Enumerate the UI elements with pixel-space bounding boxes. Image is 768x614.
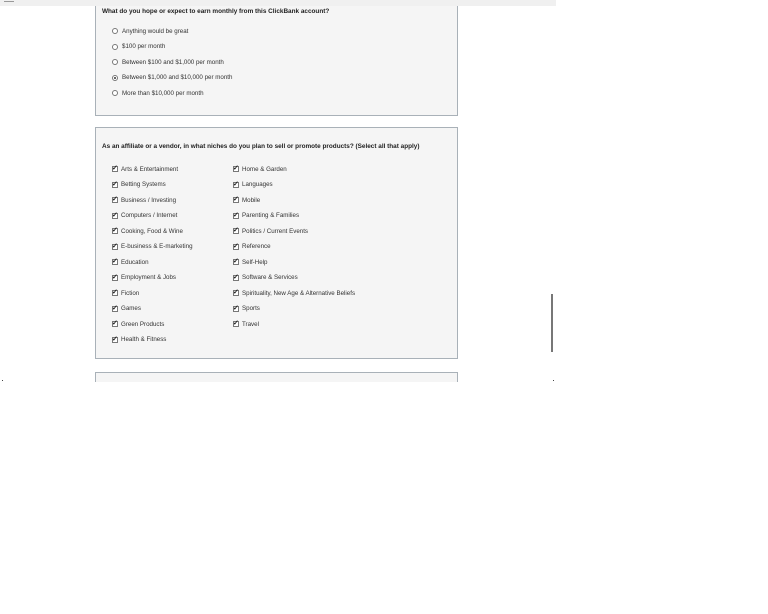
checkbox-icon[interactable] — [233, 321, 239, 327]
niche-option-label: Home & Garden — [242, 165, 287, 173]
radio-button-icon[interactable] — [112, 28, 118, 34]
earnings-option[interactable] — [112, 26, 188, 36]
niche-option[interactable] — [233, 226, 308, 236]
niche-option[interactable] — [112, 211, 177, 221]
earnings-question-label: What do you hope or expect to earn monthly from this ClickBank account? — [102, 8, 330, 15]
checkbox-icon[interactable] — [112, 337, 118, 343]
niche-option[interactable] — [112, 242, 193, 252]
niche-option-label: E-business & E-marketing — [121, 243, 193, 250]
niche-option-label: Computers / Internet — [121, 212, 178, 219]
niche-option-label: Betting Systems — [121, 181, 166, 188]
niches-question-label: As an affiliate or a vendor, in what niches do you plan to sell or promote products? (Select all that apply) — [102, 143, 420, 150]
checkbox-icon[interactable] — [233, 244, 239, 250]
niche-option[interactable] — [112, 319, 164, 329]
earnings-option[interactable] — [112, 73, 232, 83]
checkbox-icon[interactable] — [112, 213, 118, 219]
earnings-option-label: Between $100 and $1,000 per month — [122, 58, 224, 66]
niche-option[interactable] — [112, 335, 166, 345]
checkbox-icon[interactable] — [233, 259, 239, 265]
checkbox-icon[interactable] — [112, 275, 118, 281]
niche-option[interactable] — [112, 164, 178, 174]
niche-option-label: Arts & Entertainment — [121, 165, 179, 173]
niche-option[interactable] — [112, 195, 176, 205]
checkbox-icon[interactable] — [233, 228, 239, 234]
checkbox-icon[interactable] — [112, 290, 118, 296]
niches-question-panel — [95, 127, 458, 359]
page-edge-marker — [553, 380, 554, 381]
niche-option-label: Parenting & Families — [242, 212, 300, 219]
niche-option-label: Politics / Current Events — [242, 227, 309, 235]
radio-button-icon[interactable] — [112, 44, 118, 50]
checkbox-icon[interactable] — [112, 321, 118, 327]
next-question-panel — [95, 372, 458, 382]
checkbox-icon[interactable] — [233, 182, 239, 188]
niche-option[interactable] — [112, 226, 183, 236]
radio-button-icon[interactable] — [112, 90, 118, 96]
checkbox-icon[interactable] — [233, 166, 239, 172]
earnings-option-label: Anything would be great — [122, 27, 189, 35]
niche-option-label: Mobile — [242, 196, 261, 204]
niche-option-label: Reference — [242, 243, 271, 250]
niche-option-label: Spirituality, New Age & Alternative Beliefs — [242, 289, 356, 297]
earnings-option[interactable] — [112, 57, 224, 67]
niche-option-label: Business / Investing — [121, 196, 177, 204]
niche-option[interactable] — [233, 257, 267, 267]
niche-option[interactable] — [233, 180, 273, 190]
checkbox-icon[interactable] — [233, 290, 239, 296]
niche-option[interactable] — [233, 273, 298, 283]
checkbox-icon[interactable] — [233, 275, 239, 281]
earnings-question-panel — [95, 6, 458, 116]
niche-option-label: Games — [121, 305, 141, 312]
niche-option-label: Software & Services — [242, 274, 298, 281]
niche-option-label: Self-Help — [242, 258, 268, 266]
earnings-option[interactable] — [112, 42, 165, 52]
resize-grip-icon — [4, 1, 14, 5]
niche-option-label: Health & Fitness — [121, 336, 167, 343]
checkbox-icon[interactable] — [112, 306, 118, 312]
niche-option-label: Sports — [242, 305, 260, 312]
radio-button-icon[interactable] — [112, 75, 118, 81]
checkbox-icon[interactable] — [112, 228, 118, 234]
radio-button-icon[interactable] — [112, 59, 118, 65]
checkbox-icon[interactable] — [112, 197, 118, 203]
checkbox-icon[interactable] — [112, 166, 118, 172]
niche-option[interactable] — [233, 242, 271, 252]
niche-option[interactable] — [112, 273, 176, 283]
niche-option[interactable] — [233, 211, 299, 221]
niche-option[interactable] — [233, 164, 287, 174]
niche-option-label: Employment & Jobs — [121, 274, 177, 281]
niche-option[interactable] — [233, 304, 260, 314]
niche-option-label: Education — [121, 258, 149, 266]
niche-option[interactable] — [112, 304, 141, 314]
earnings-option-label: More than $10,000 per month — [122, 89, 204, 97]
earnings-option[interactable] — [112, 88, 204, 98]
niche-option-label: Green Products — [121, 320, 165, 328]
niche-option[interactable] — [233, 319, 259, 329]
niche-option-label: Languages — [242, 181, 273, 188]
niche-option[interactable] — [112, 180, 166, 190]
niche-option-label: Cooking, Food & Wine — [121, 227, 183, 235]
earnings-option-label: $100 per month — [122, 43, 166, 50]
checkbox-icon[interactable] — [233, 197, 239, 203]
earnings-option-label: Between $1,000 and $10,000 per month — [122, 74, 233, 81]
niche-option-label: Travel — [242, 320, 259, 328]
checkbox-icon[interactable] — [233, 306, 239, 312]
niche-option[interactable] — [233, 195, 260, 205]
page-edge-marker — [2, 380, 3, 381]
niche-option-label: Fiction — [121, 289, 140, 297]
checkbox-icon[interactable] — [112, 244, 118, 250]
niche-option[interactable] — [112, 257, 149, 267]
page-viewport — [0, 6, 556, 382]
niche-option[interactable] — [112, 288, 139, 298]
checkbox-icon[interactable] — [112, 182, 118, 188]
checkbox-icon[interactable] — [112, 259, 118, 265]
niche-option[interactable] — [233, 288, 355, 298]
scrollbar-thumb[interactable] — [551, 294, 553, 352]
checkbox-icon[interactable] — [233, 213, 239, 219]
